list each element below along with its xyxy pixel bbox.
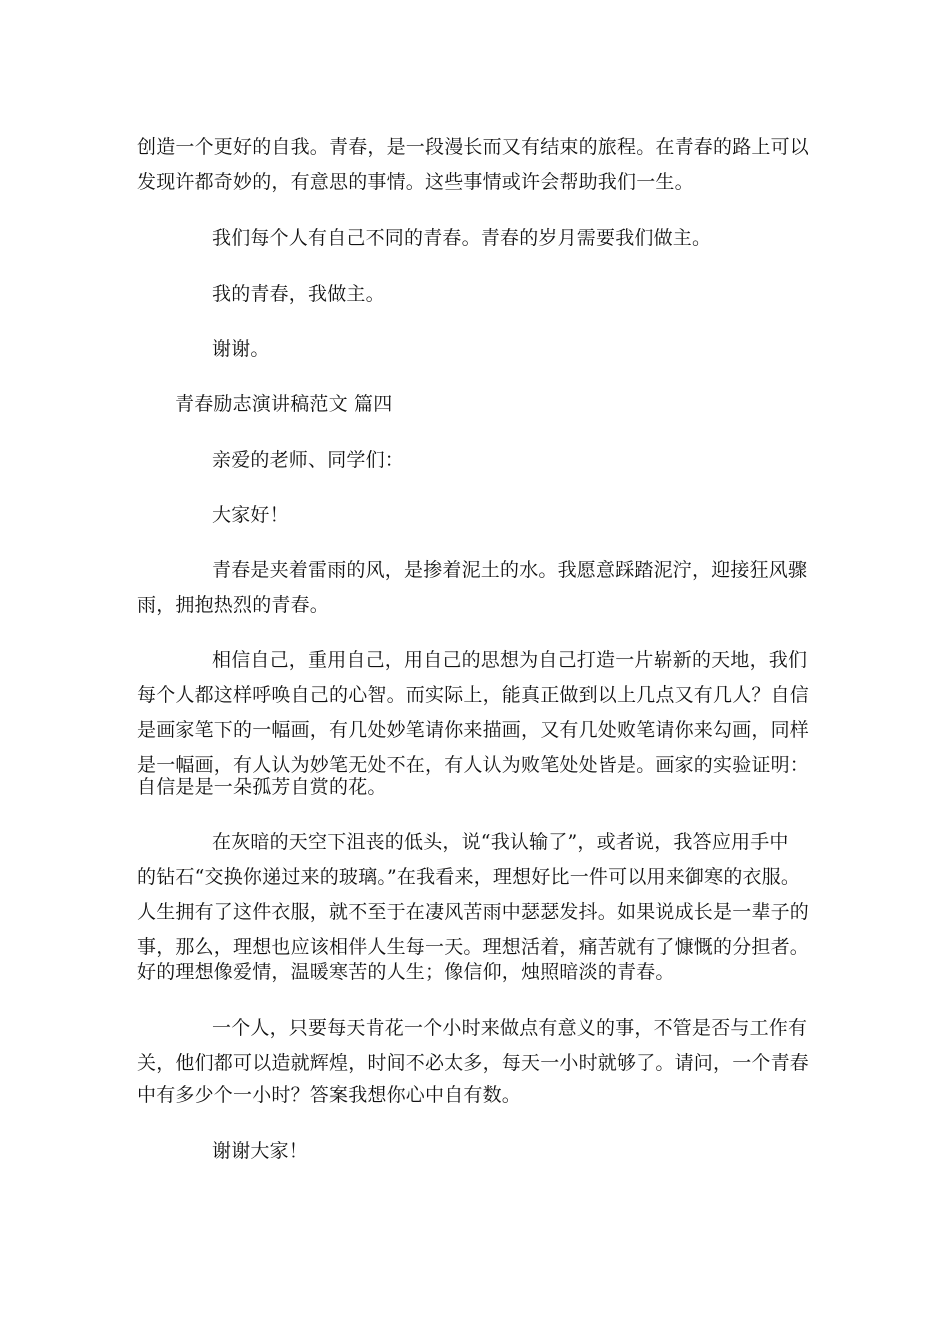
sky-line-1: 在灰暗的天空下沮丧的低头，说“我认输了”，或者说，我答应用手中 [212,831,789,853]
believe-line-1: 相信自己，重用自己，用自己的思想为自己打造一片崭新的天地，我们 [212,649,808,671]
storm-line-1: 青春是夹着雷雨的风，是掺着泥土的水。我愿意踩踏泥泞，迎接狂风骤 [212,559,808,581]
sky-line-2: 的钻石“交换你递过来的玻璃。”在我看来，理想好比一件可以用来御寒的衣服。 [137,866,801,888]
believe-line-4: 是一幅画，有人认为妙笔无处不在，有人认为败笔处处皆是。画家的实验证明： [137,754,810,776]
closing: 谢谢大家！ [212,1140,309,1162]
paragraph-thanks: 谢谢。 [212,338,270,360]
hello: 大家好！ [212,504,289,526]
paragraph-my-youth: 我的青春，我做主。 [212,283,385,305]
sky-line-3: 人生拥有了这件衣服，就不至于在凄风苦雨中瑟瑟发抖。如果说成长是一辈子的 [137,901,810,923]
paragraph-every-person: 我们每个人有自己不同的青春。青春的岁月需要我们做主。 [212,227,712,249]
believe-line-2: 每个人都这样呼唤自己的心智。而实际上，能真正做到以上几点又有几人？自信 [137,684,810,706]
section-heading: 青春励志演讲稿范文 篇四 [175,393,393,415]
intro-line-1: 创造一个更好的自我。青春，是一段漫长而又有结束的旅程。在青春的路上可以 [137,136,810,158]
hour-line-1: 一个人，只要每天肯花一个小时来做点有意义的事，不管是否与工作有 [212,1017,808,1039]
believe-line-3: 是画家笔下的一幅画，有几处妙笔请你来描画，又有几处败笔请你来勾画，同样 [137,719,810,741]
hour-line-3: 中有多少个一小时？答案我想你心中自有数。 [137,1084,522,1106]
sky-line-5: 好的理想像爱情，温暖寒苦的人生；像信仰，烛照暗淡的青春。 [137,961,675,983]
sky-line-4: 事，那么，理想也应该相伴人生每一天。理想活着，痛苦就有了慷慨的分担者。 [137,936,810,958]
intro-line-2: 发现许都奇妙的，有意思的事情。这些事情或许会帮助我们一生。 [137,171,694,193]
greeting: 亲爱的老师、同学们： [212,449,405,471]
hour-line-2: 关，他们都可以造就辉煌，时间不必太多，每天一小时就够了。请问，一个青春 [137,1052,810,1074]
believe-line-5: 自信是是一朵孤芳自赏的花。 [137,776,387,798]
storm-line-2: 雨，拥抱热烈的青春。 [137,594,330,616]
